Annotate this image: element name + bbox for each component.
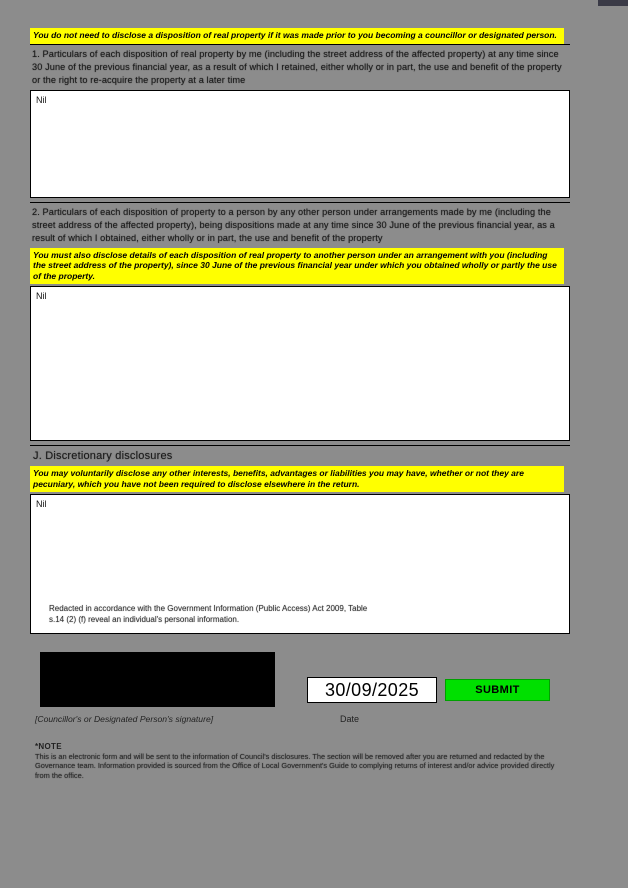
- question-1-text: 1. Particulars of each disposition of real property by me (including the street address of the affected property) at any time since 30 June of the previous financial year, as a result of which I retained, either wholly or in part, the use and benefit of the property or the right to re-acquire the property at a later time: [30, 44, 570, 90]
- section-j-title: J. Discretionary disclosures: [30, 445, 570, 466]
- notice-top: You do not need to disclose a disposition of real property if it was made prior to you becoming a councillor or designated person.: [30, 28, 564, 44]
- question-1-answer-value: Nil: [36, 94, 47, 105]
- notice-section-j: You may voluntarily disclose any other interests, benefits, advantages or liabilities you may have, whether or not they are pecuniary, which you have not been required to disclose elsewhere in the return.: [30, 466, 564, 492]
- question-2-text: 2. Particulars of each disposition of property to a person by any other person under arrangements made by me (including the street address of the affected property), being dispositions made at any time since 30 June of the previous financial year, as a result of which I obtained, either wholly or in part, the use and benefit of the property: [30, 202, 570, 248]
- section-j-answer-box[interactable]: [30, 494, 570, 634]
- date-input[interactable]: 30/09/2025: [307, 677, 437, 703]
- redaction-note: Redacted in accordance with the Government Information (Public Access) Act 2009, Table s.14 (2) (f) reveal an individual's personal information.: [49, 604, 368, 624]
- date-label: Date: [340, 714, 360, 724]
- signature-row: [30, 652, 570, 712]
- question-2-answer-box[interactable]: [30, 286, 570, 441]
- signature-caption-row: [30, 714, 570, 728]
- footnote-label: *NOTE: [35, 742, 62, 751]
- signature-redaction-block: [40, 652, 275, 707]
- window-edge-strip: [598, 0, 628, 6]
- question-1-answer-box[interactable]: [30, 90, 570, 198]
- return-form-page: [30, 28, 570, 780]
- section-j-answer-value: Nil: [36, 499, 47, 509]
- signature-caption: [Councillor's or Designated Person's signature]: [35, 714, 214, 724]
- question-2-answer-value: Nil: [36, 291, 47, 301]
- notice-question-2: You must also disclose details of each disposition of real property to another person under an arrangement with you (including the street address of the property), since 30 June of the previous financial year under which you obtained wholly or partly the use of the property.: [30, 248, 564, 285]
- submit-button[interactable]: SUBMIT: [445, 679, 550, 701]
- footnote: [35, 742, 555, 780]
- footnote-body: This is an electronic form and will be sent to the information of Council's disclosures. The section will be removed after you are returned and redacted by the Governance team. Information provided is sourced from the Office of Local Government's Guide to complying returns of interest and/or advice provided directly from the office.: [35, 752, 555, 780]
